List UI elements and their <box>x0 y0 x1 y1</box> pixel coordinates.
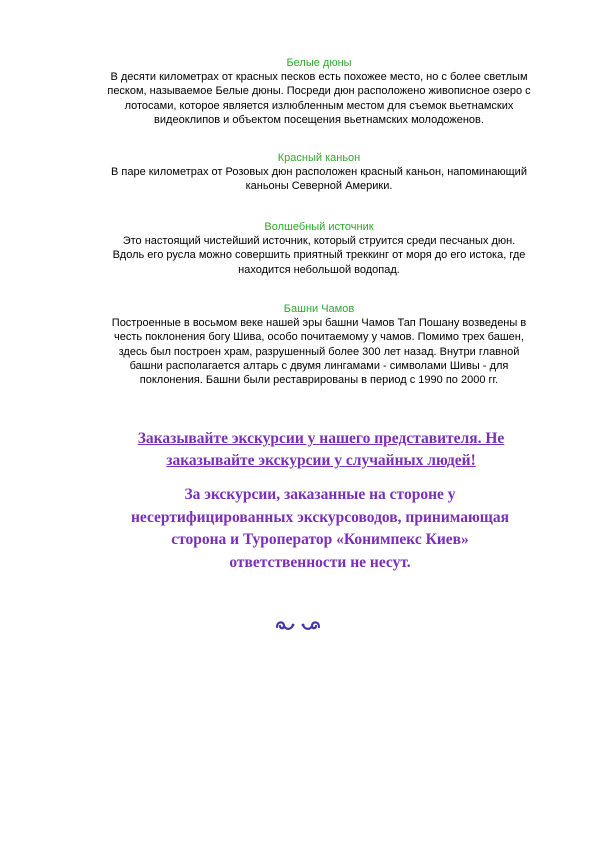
body-line: песком, называемое Белые дюны. Посреди дюн расположено живописное озеро с <box>107 85 531 98</box>
section-body <box>80 165 558 194</box>
book-with-representative-notice[interactable] <box>90 428 552 472</box>
section-body <box>80 234 558 277</box>
body-line: поклонения. Башни были реставрированы в период с 1990 по 2000 гг. <box>139 374 499 387</box>
body-line: честь поклонения богу Шива, особо почитаемому у чамов. Помимо трех башен, <box>114 331 524 344</box>
notice-line: Заказывайте экскурсии у нашего представителя. Не <box>137 430 505 447</box>
body-line: лотосами, которое является излюбленным местом для съемок вьетнамских <box>124 99 514 112</box>
swirl-ornament-icon <box>0 617 595 633</box>
section-title: Башни Чамов <box>283 303 355 315</box>
section-white-dunes <box>80 56 558 127</box>
section-cham-towers <box>80 302 558 387</box>
body-line: видеоклипов и объектом посещения вьетнамских молодоженов. <box>154 113 484 126</box>
body-line: здесь был построен храм, разрушенный более 300 лет назад. Внутри главной <box>118 345 520 358</box>
disclaimer-line: несертифицированных экскурсоводов, принимающая <box>130 508 510 526</box>
body-line: Это настоящий чистейший источник, который струится среди песчаных дюн. <box>122 235 516 247</box>
section-red-canyon <box>80 151 558 194</box>
body-line: В паре километрах от Розовых дюн расположен красный каньон, напоминающий <box>111 166 527 178</box>
section-body <box>80 70 558 127</box>
body-line: каньоны Северной Америки. <box>245 180 393 193</box>
body-line: В десяти километрах от красных песков есть похожее место, но с более светлым <box>110 71 528 83</box>
section-body <box>80 316 558 387</box>
body-line: Вдоль его русла можно совершить приятный треккинг от моря до его истока, где <box>112 249 526 262</box>
notice-line: заказывайте экскурсии у случайных людей! <box>166 452 476 469</box>
liability-disclaimer <box>75 484 565 574</box>
body-line: башни располагается алтарь с двумя лингамами - символами Шивы - для <box>129 359 509 372</box>
section-title: Волшебный источник <box>264 221 374 233</box>
body-line: находится небольшой водопад. <box>238 263 400 276</box>
section-title: Белые дюны <box>286 57 352 69</box>
body-line: Построенные в восьмом веке нашей эры башни Чамов Тап Пошану возведены в <box>111 317 527 329</box>
disclaimer-line: За экскурсии, заказанные на стороне у <box>184 486 456 503</box>
section-title: Красный каньон <box>277 152 361 164</box>
disclaimer-line: ответственности не несут. <box>229 553 411 571</box>
disclaimer-line: сторона и Туроператор «Конимпекс Киев» <box>171 531 469 548</box>
section-magic-spring <box>80 220 558 277</box>
swirl-ornament-icon <box>273 617 323 633</box>
